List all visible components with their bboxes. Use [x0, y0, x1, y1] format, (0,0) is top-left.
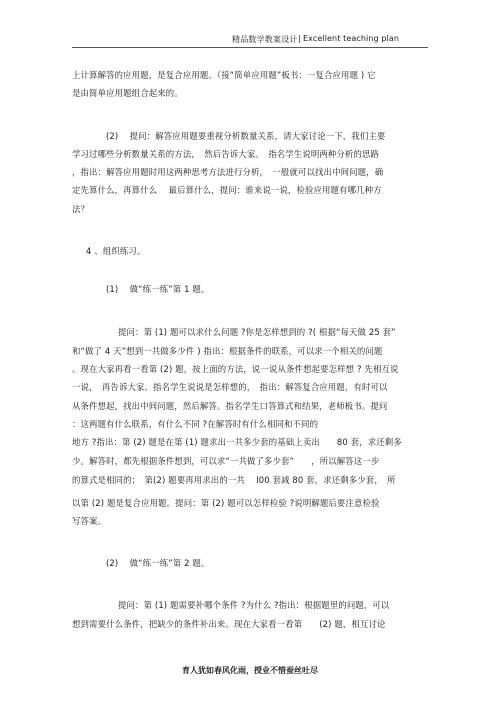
body-line: 法？ — [72, 204, 90, 214]
body-line: 一说， 再告诉大家。指名学生说说是怎样想的， 指出：解答复合应用题，有时可以 — [72, 382, 388, 392]
body-line: ，指出：解答应用题时用这两种思考方法进行分析， 一般就可以找出中间问题，确 — [72, 167, 384, 177]
exercise-heading: (2) 做“练一练”第 2 题。 — [106, 558, 210, 568]
body-line: 少。解答时，都先根据条件想到，可以求“一共做了多少套” ，所以解答这一步 — [72, 456, 380, 466]
body-line: 想到需要什么条件，把缺少的条件补出来。现在大家看一看第 (2) 题，相互讨论 — [72, 619, 386, 629]
body-line: 和“做了 4 天”想到一共做多少件 ) 指出：根据条件的联系，可以求一个相关的问题 — [72, 346, 383, 356]
body-line: 。现在大家再看一看第 (2) 题，按上面的方法，说一说从条件想起要怎样想 ? 先相互说 — [72, 364, 399, 374]
header-rule — [72, 47, 428, 48]
body-line: 的算式是相同的； 第(2) 题要再用求出的一共 l00 套减 80 套，求还剩多少套， 所 — [72, 475, 396, 485]
header-title: 精品数学教案设计 — [232, 35, 298, 44]
body-line: 提问：第 (1) 题需要补哪个条件 ?为什么 ?指出：根据题里的问题，可以 — [118, 600, 390, 610]
body-line: 上计算解答的应用题，是复合应用题。（接“简单应用题”板书：一复合应用题 ) 它 — [72, 70, 376, 80]
section-heading: 4 、组织练习。 — [86, 246, 146, 256]
body-line: 从条件想起，找出中间问题，然后解答。指名学生口答算式和结果，老师板书。提问 — [72, 401, 388, 411]
body-line: 地方 ?指出：第 (2) 题是在第 (1) 题求出一共多少套的基础上卖出 80 套，求还剩多 — [72, 437, 402, 447]
body-line: 提问：第 (1) 题可以求什么问题 ?你是怎样想到的 ?( 根据“每天做 25 套” — [118, 327, 396, 337]
header-subtitle: Excellent teaching plan — [303, 34, 400, 43]
body-line: (2) 提问：解答应用题要重视分析数量关系，请大家讨论一下，我们主要 — [106, 131, 386, 141]
body-line: ：这两题有什么联系，有什么不同 ?在解答时有什么相同和不同的 — [72, 419, 319, 429]
body-line: 以第 (2) 题是复合应用题。提问：第 (2) 题可以怎样检验 ?说明解题后要注意检验 — [72, 498, 380, 508]
header-separator: | — [298, 34, 301, 43]
exercise-heading: (1) 做“练一练”第 1 题。 — [106, 284, 210, 294]
page-header — [0, 34, 500, 48]
body-line: 写答案。 — [72, 516, 107, 526]
page-footer: 育人犹如春风化雨，授业不惜蚕丝吐尽 — [182, 666, 318, 675]
body-line: 是由简单应用题组合起来的。 — [72, 88, 183, 98]
body-line: 学习过哪些分析数量关系的方法， 然后告诉大家。 指名学生说明两种分析的思路 — [72, 149, 380, 159]
body-line: 定先算什么，再算什么 最后算什么，提问：谁来说一说，检验应用题有哪几种方 — [72, 185, 382, 195]
